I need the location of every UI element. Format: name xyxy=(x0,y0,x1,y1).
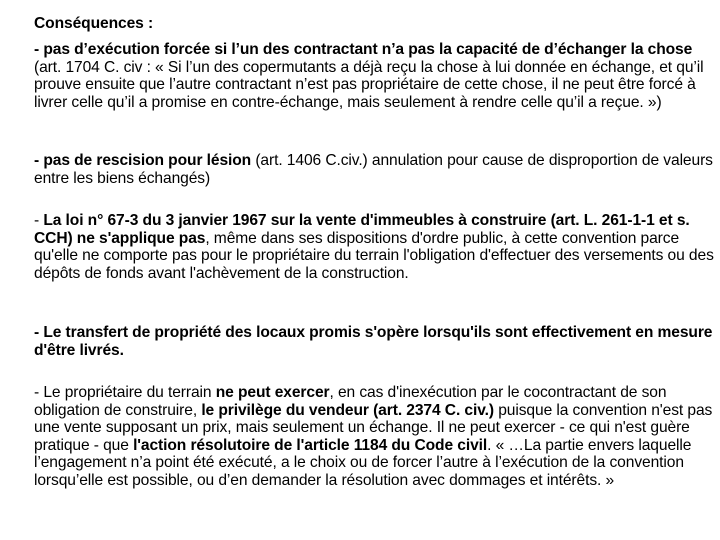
paragraph-law-1967 xyxy=(34,212,714,282)
paragraph-no-rescision xyxy=(34,152,714,187)
paragraph-bold-lead: - pas de rescision pour lésion xyxy=(34,152,252,169)
paragraph-text: . « …La partie envers laquelle l’engagement n’a point été exécuté, a le choix ou de forcer l’autre à l’exécution de la convention lorsqu’elle est possible, ou d’en demander la résolution avec dommages et intérêts. » xyxy=(34,436,692,489)
paragraph-bold-lead: - Le transfert de propriété des locaux promis s'opère lorsqu'ils sont effectivement en mesure d'être livrés. xyxy=(34,324,713,359)
paragraph-text: (art. 1406 C.civ.) annulation pour cause de disproportion de valeurs entre les biens échangés) xyxy=(34,152,713,187)
paragraph-text: (art. 1704 C. civ : « Si l’un des copermutants a déjà reçu la chose à lui donnée en échange, et qu’il prouve ensuite que l’autre contractant n’est pas propriétaire de cette chose, il ne peut être forcé à livrer celle qu’il a promise en contre-échange, mais seulement à rendre celle qu’il a reçue. ») xyxy=(34,58,704,111)
paragraph-bold-lead: La loi n° 67-3 du 3 janvier 1967 sur la vente d'immeubles à construire (art. L. 261-1-1 et s. CCH) ne s'applique pas xyxy=(34,212,690,247)
paragraph-bold-phrase: ne peut exercer xyxy=(215,384,330,401)
paragraph-text: - Le propriétaire du terrain xyxy=(34,384,216,401)
paragraph-land-owner xyxy=(34,384,714,490)
paragraph-text: , en cas d'inexécution par le cocontractant de son obligation de construire, xyxy=(34,384,667,419)
paragraph-bold-lead: - pas d’exécution forcée si l’un des contractant n’a pas la capacité de d’échanger la chose xyxy=(34,41,693,58)
paragraph-no-forced-execution xyxy=(34,41,714,111)
paragraph-text: puisque la convention n'est pas une vente supposant un prix, mais seulement un échange. Il ne peut exercer - ce qui n'est guère pratique - que xyxy=(34,401,713,454)
paragraph-text: , même dans ses dispositions d'ordre public, à cette convention parce qu'elle ne comporte pas pour le propriétaire du terrain l'obligation d'effectuer des versements ou des dépôts de fonds avant l'achèvement de la construction. xyxy=(34,229,714,282)
heading: Conséquences : xyxy=(34,15,154,32)
paragraph-transfer-ownership xyxy=(34,324,714,359)
paragraph-bold-phrase: le privilège du vendeur (art. 2374 C. civ.) xyxy=(201,401,494,419)
paragraph-bold-phrase: l'action résolutoire de l'article 1184 du Code civil xyxy=(133,436,488,454)
paragraph-dash: - xyxy=(34,212,44,229)
